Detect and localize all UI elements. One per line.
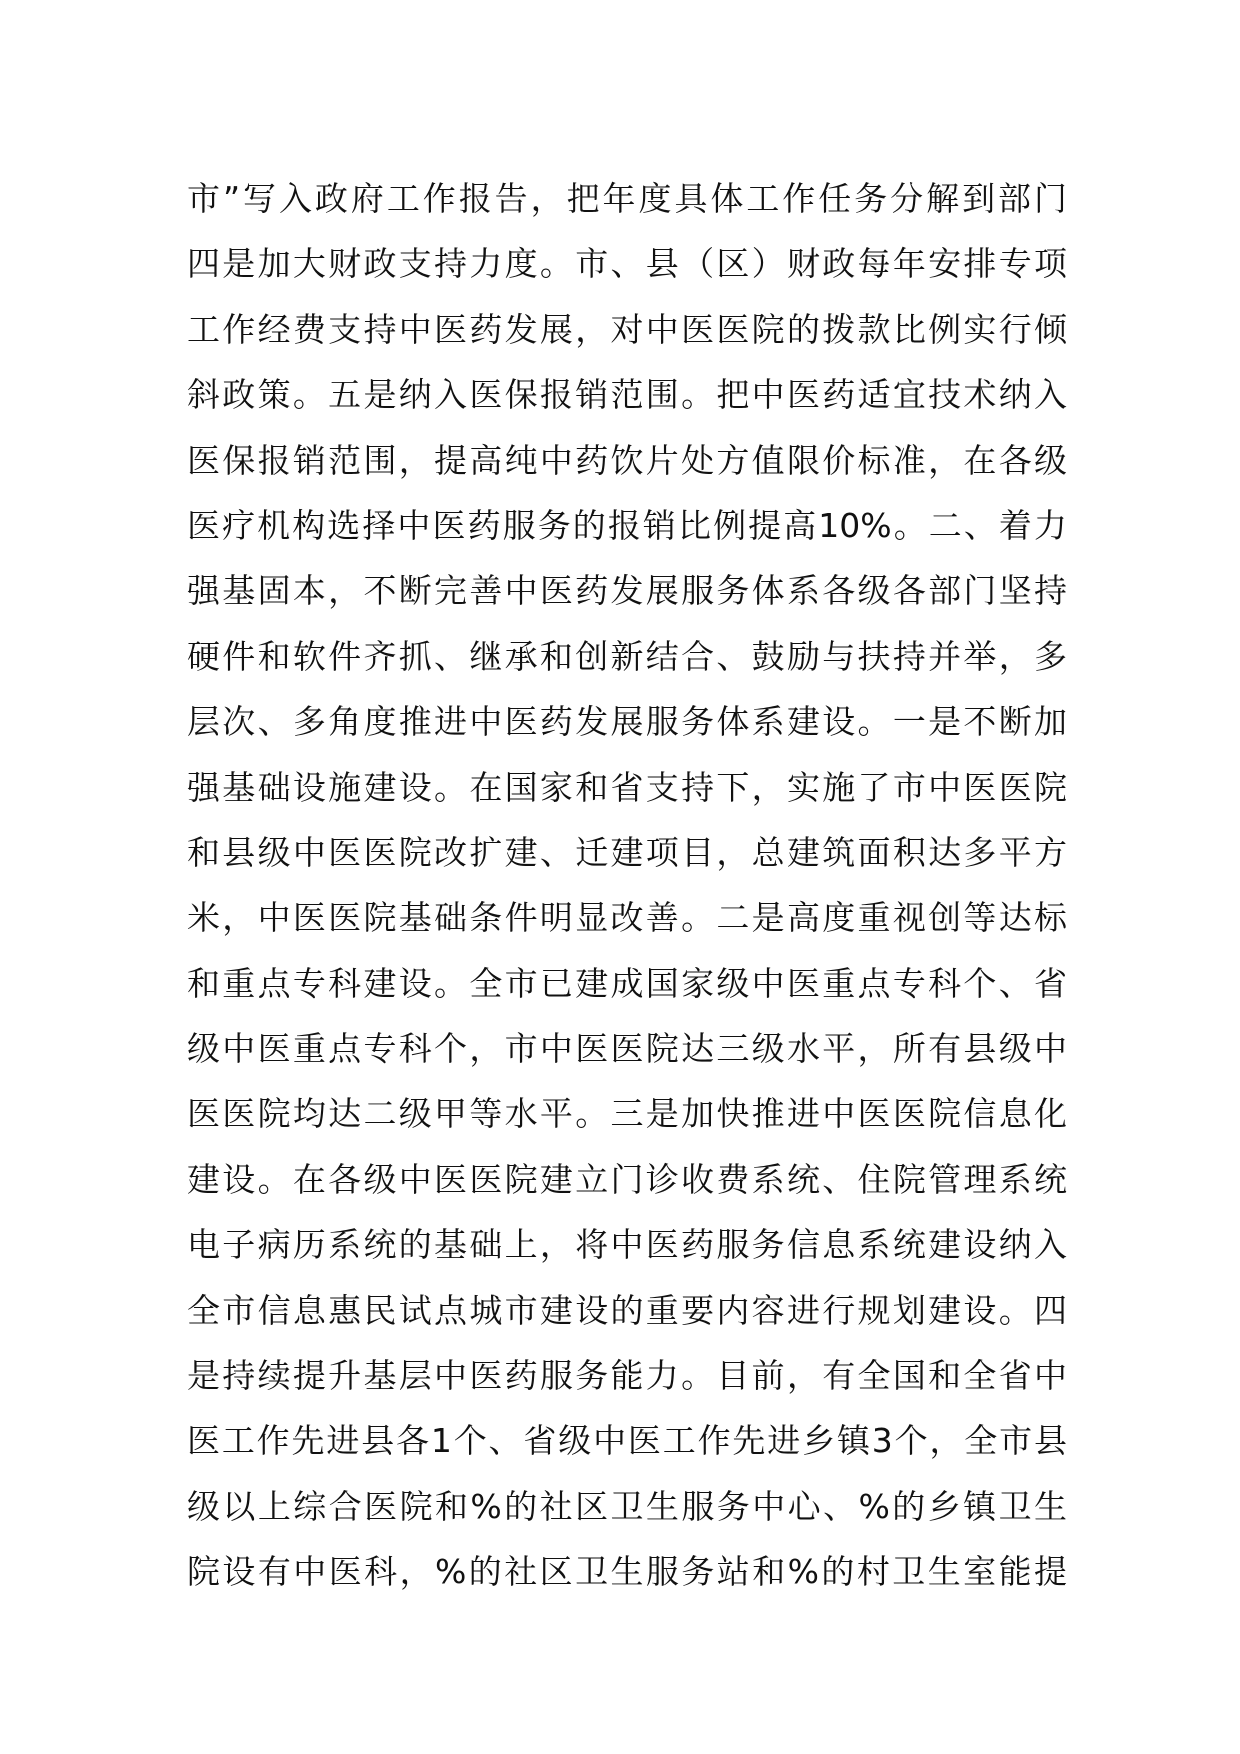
text-line: 斜政策。五是纳入医保报销范围。把中医药适宜技术纳入 [187,375,1067,415]
text-line: 市”写入政府工作报告，把年度具体工作任务分解到部门 [187,179,1067,218]
text-line: 和县级中医医院改扩建、迁建项目，总建筑面积达多平方 [187,832,1067,872]
text-line: 强基固本，不断完善中医药发展服务体系各级各部门坚持 [187,571,1067,611]
text-line: 四是加大财政支持力度。市、县（区）财政每年安排专项 [187,244,1067,284]
text-line: 医工作先进县各1个、省级中医工作先进乡镇3个，全市县 [187,1421,1067,1461]
text-line: 院设有中医科，%的社区卫生服务站和%的村卫生室能提 [187,1552,1067,1592]
text-line: 和重点专科建设。全市已建成国家级中医重点专科个、省 [187,963,1067,1003]
text-line: 电子病历系统的基础上，将中医药服务信息系统建设纳入 [187,1225,1067,1265]
text-line: 工作经费支持中医药发展，对中医医院的拨款比例实行倾 [187,309,1067,349]
text-line: 建设。在各级中医医院建立门诊收费系统、住院管理系统 [187,1159,1067,1199]
text-line: 米，中医医院基础条件明显改善。二是高度重视创等达标 [187,898,1067,938]
text-line: 医疗机构选择中医药服务的报销比例提高10%。二、着力 [187,505,1067,545]
text-line: 级以上综合医院和%的社区卫生服务中心、%的乡镇卫生 [187,1486,1067,1526]
text-line: 全市信息惠民试点城市建设的重要内容进行规划建设。四 [187,1290,1067,1330]
text-line: 硬件和软件齐抓、继承和创新结合、鼓励与扶持并举，多 [187,636,1067,676]
text-line: 层次、多角度推进中医药发展服务体系建设。一是不断加 [187,702,1067,742]
text-line: 是持续提升基层中医药服务能力。目前，有全国和全省中 [187,1356,1067,1396]
body-text [187,166,1067,1605]
text-line: 医医院均达二级甲等水平。三是加快推进中医医院信息化 [187,1094,1067,1134]
text-line: 级中医重点专科个，市中医医院达三级水平，所有县级中 [187,1029,1067,1069]
text-line: 医保报销范围，提高纯中药饮片处方值限价标准，在各级 [187,440,1067,480]
text-line: 强基础设施建设。在国家和省支持下，实施了市中医医院 [187,767,1067,807]
